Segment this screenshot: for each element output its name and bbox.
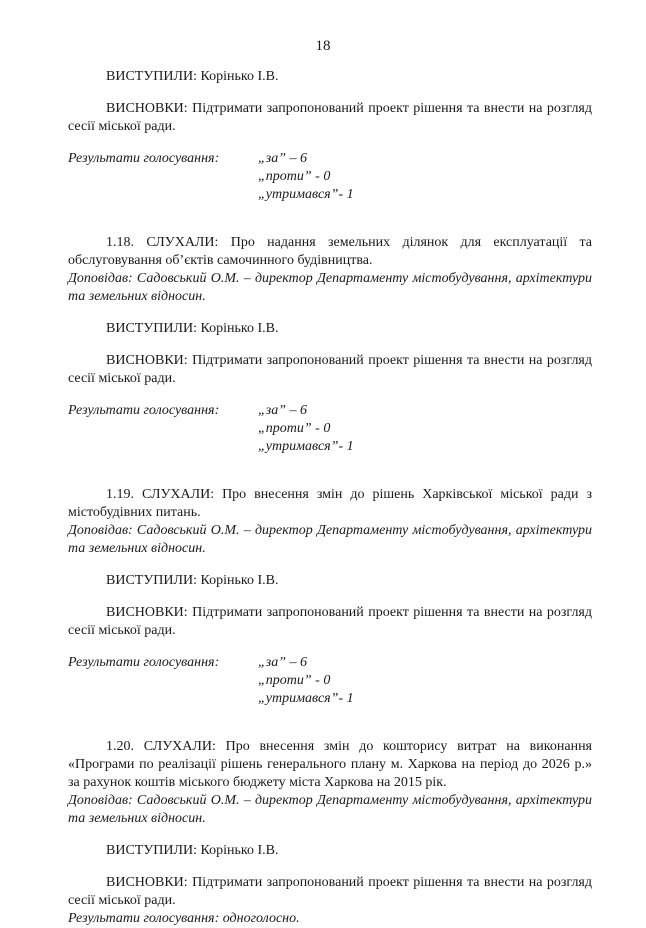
vote-results [68, 150, 592, 204]
vote-for: „за” – 6 [258, 655, 308, 670]
vote-values [258, 654, 354, 708]
vote-label: Результати голосування: [68, 151, 220, 166]
heard-paragraph: 1.20. СЛУХАЛИ: Про внесення змін до кошторису витрат на виконання «Програми по реалізації рішень генерального плану м. Харкова на період до 2026 р.» за рахунок коштів міського бюджету міста Харкова на 2015 рік. [68, 739, 592, 790]
speakers-line: ВИСТУПИЛИ: Корінько І.В. [106, 69, 279, 84]
vote-label: Результати голосування: [68, 655, 220, 670]
speakers-line: ВИСТУПИЛИ: Корінько І.В. [106, 573, 279, 588]
vote-for: „за” – 6 [258, 151, 308, 166]
reporter-line: Доповідав: Садовський О.М. – директор Департаменту містобудування, архітектури та земельних відносин. [68, 271, 592, 304]
reporter-line: Доповідав: Садовський О.М. – директор Департаменту містобудування, архітектури та земельних відносин. [68, 793, 592, 826]
vote-values [258, 150, 354, 204]
heard-paragraph: 1.18. СЛУХАЛИ: Про надання земельних ділянок для експлуатації та обслуговування об’єктів самочинного будівництва. [68, 235, 592, 268]
speakers-line: ВИСТУПИЛИ: Корінько І.В. [106, 843, 279, 858]
conclusions-paragraph: ВИСНОВКИ: Підтримати запропонований проект рішення та внести на розгляд сесії міської ради. [68, 101, 592, 134]
vote-results [68, 402, 592, 456]
page-number: 18 [315, 38, 331, 54]
vote-values [258, 402, 354, 456]
conclusions-paragraph: ВИСНОВКИ: Підтримати запропонований проект рішення та внести на розгляд сесії міської ради. [68, 353, 592, 386]
vote-against: „проти” - 0 [258, 673, 331, 688]
vote-results [68, 654, 592, 708]
document-body [68, 68, 592, 928]
final-vote-line: Результати голосування: одноголосно. [68, 911, 300, 926]
speakers-line: ВИСТУПИЛИ: Корінько І.В. [106, 321, 279, 336]
vote-against: „проти” - 0 [258, 169, 331, 184]
vote-label: Результати голосування: [68, 403, 220, 418]
vote-abstain: „утримався”- 1 [258, 691, 354, 706]
heard-paragraph: 1.19. СЛУХАЛИ: Про внесення змін до рішень Харківської міської ради з містобудівних питань. [68, 487, 592, 520]
conclusions-paragraph: ВИСНОВКИ: Підтримати запропонований проект рішення та внести на розгляд сесії міської ради. [68, 875, 592, 908]
reporter-line: Доповідав: Садовський О.М. – директор Департаменту містобудування, архітектури та земельних відносин. [68, 523, 592, 556]
conclusions-paragraph: ВИСНОВКИ: Підтримати запропонований проект рішення та внести на розгляд сесії міської ради. [68, 605, 592, 638]
vote-abstain: „утримався”- 1 [258, 439, 354, 454]
vote-against: „проти” - 0 [258, 421, 331, 436]
vote-for: „за” – 6 [258, 403, 308, 418]
vote-abstain: „утримався”- 1 [258, 187, 354, 202]
